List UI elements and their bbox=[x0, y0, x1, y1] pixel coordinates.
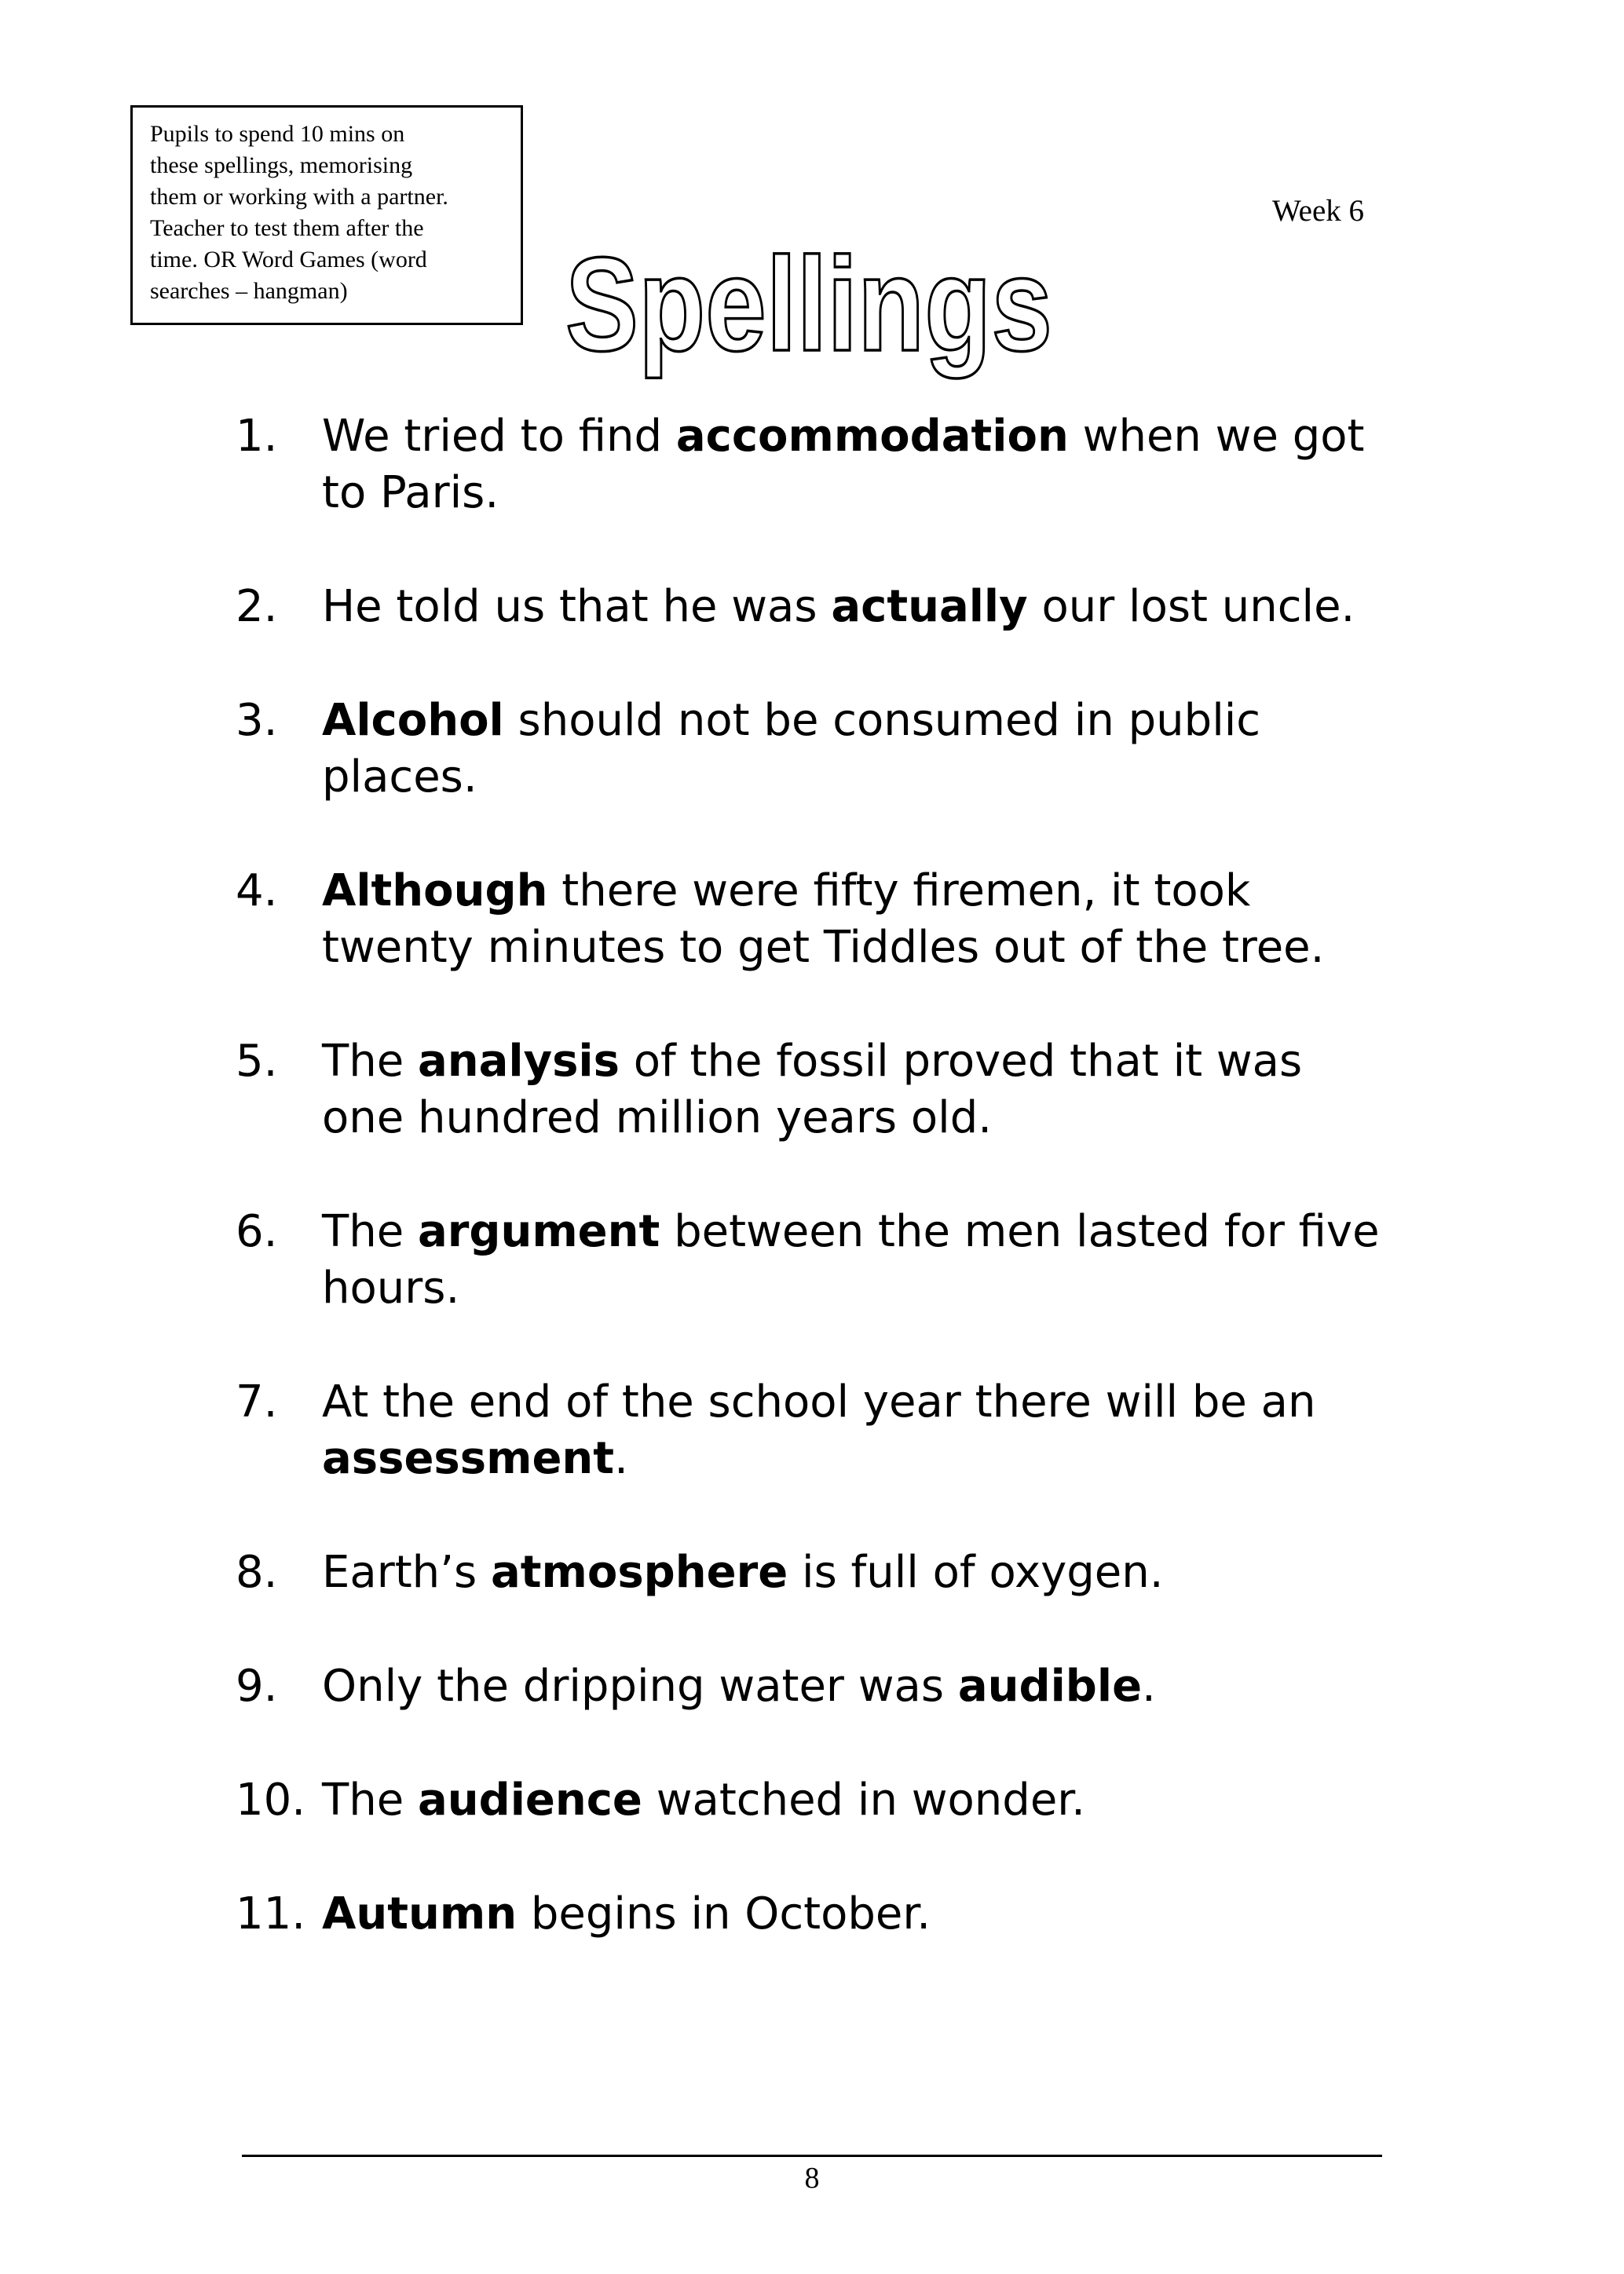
sentence-text: He told us that he was bbox=[322, 581, 832, 632]
list-item bbox=[236, 693, 1398, 806]
sentence-text: should not be consumed in public places. bbox=[322, 695, 1261, 802]
item-number: 7. bbox=[236, 1376, 278, 1428]
list-item bbox=[236, 1658, 1398, 1715]
instructions-box bbox=[130, 105, 523, 325]
list-item bbox=[236, 1204, 1398, 1317]
sentence-text: watched in wonder. bbox=[642, 1775, 1085, 1826]
spelling-word: assessment bbox=[322, 1433, 615, 1484]
footer-divider bbox=[242, 2155, 1382, 2157]
spelling-word: argument bbox=[417, 1206, 660, 1257]
spelling-word: Autumn bbox=[322, 1888, 518, 1939]
list-item bbox=[236, 1033, 1398, 1146]
item-number: 11. bbox=[236, 1888, 306, 1939]
spelling-word: Alcohol bbox=[322, 695, 504, 746]
instructions-line: Pupils to spend 10 mins on bbox=[150, 121, 405, 147]
sentence-text: is full of oxygen. bbox=[788, 1547, 1164, 1598]
item-number: 1. bbox=[236, 411, 278, 462]
sentence-text: there were fifty firemen, it took twenty minutes to get Tiddles out of the tree. bbox=[322, 865, 1325, 973]
sentence-text: begins in October. bbox=[517, 1888, 931, 1939]
item-number: 9. bbox=[236, 1661, 278, 1712]
instructions-line: Teacher to test them after the bbox=[150, 215, 424, 241]
spelling-word: audience bbox=[417, 1775, 642, 1826]
spelling-word: atmosphere bbox=[490, 1547, 788, 1598]
item-number: 4. bbox=[236, 865, 278, 916]
spelling-word: analysis bbox=[417, 1036, 620, 1087]
item-number: 6. bbox=[236, 1206, 278, 1257]
sentence-text: The bbox=[322, 1775, 418, 1826]
spelling-word: Although bbox=[322, 865, 548, 916]
sentence-text: We tried to find bbox=[322, 411, 676, 462]
sentence-text: The bbox=[322, 1206, 418, 1257]
item-number: 10. bbox=[236, 1775, 306, 1826]
list-item bbox=[236, 408, 1398, 521]
list-item bbox=[236, 863, 1398, 976]
sentence-text: between the men lasted for five hours. bbox=[322, 1206, 1380, 1314]
list-item bbox=[236, 1374, 1398, 1487]
sentence-text: Only the dripping water was bbox=[322, 1661, 958, 1712]
item-number: 5. bbox=[236, 1036, 278, 1087]
sentence-text: . bbox=[614, 1433, 628, 1484]
week-label: Week 6 bbox=[1272, 194, 1365, 228]
page-number: 8 bbox=[804, 2162, 820, 2195]
list-item bbox=[236, 579, 1398, 635]
spelling-list bbox=[236, 408, 1398, 2000]
sentence-text: our lost uncle. bbox=[1027, 581, 1355, 632]
item-number: 3. bbox=[236, 695, 278, 746]
instructions-line: time. OR Word Games (word bbox=[150, 247, 427, 272]
instructions-line: these spellings, memorising bbox=[150, 152, 413, 178]
instructions-line: searches – hangman) bbox=[150, 278, 348, 304]
list-item bbox=[236, 1545, 1398, 1601]
page-title bbox=[550, 232, 1068, 397]
sentence-text: Earth’s bbox=[322, 1547, 491, 1598]
spelling-word: audible bbox=[957, 1661, 1143, 1712]
page-title-text: Spellings bbox=[565, 230, 1052, 379]
sentence-text: The bbox=[322, 1036, 418, 1087]
list-item bbox=[236, 1886, 1398, 1943]
instructions-line: them or working with a partner. bbox=[150, 184, 448, 210]
sentence-text: At the end of the school year there will be an bbox=[322, 1376, 1316, 1428]
sentence-text: when we got to Paris. bbox=[322, 411, 1365, 518]
item-number: 8. bbox=[236, 1547, 278, 1598]
sentence-text: . bbox=[1142, 1661, 1156, 1712]
item-number: 2. bbox=[236, 581, 278, 632]
list-item bbox=[236, 1772, 1398, 1829]
sentence-text: of the fossil proved that it was one hundred million years old. bbox=[322, 1036, 1303, 1143]
spelling-word: accommodation bbox=[675, 411, 1069, 462]
spelling-word: actually bbox=[831, 581, 1028, 632]
